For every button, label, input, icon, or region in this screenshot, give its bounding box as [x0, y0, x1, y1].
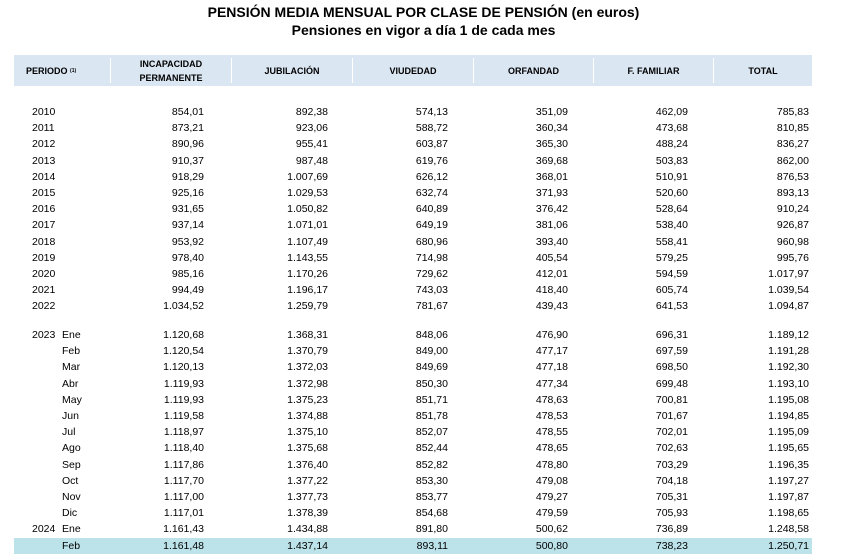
- cell-viudedad: 714,98: [415, 251, 448, 264]
- cell-month: Feb: [62, 345, 81, 358]
- cell-jubilacion: 1.196,17: [287, 284, 328, 297]
- cell-familiar: 520,60: [655, 187, 688, 199]
- cell-orfandad: 500,80: [535, 539, 568, 552]
- cell-orfandad: 478,80: [535, 458, 568, 471]
- cell-jubilacion: 1.071,01: [287, 219, 328, 232]
- cell-jubilacion: 1.143,55: [287, 251, 328, 264]
- cell-incapacidad: 873,21: [171, 122, 204, 135]
- cell-jubilacion: 1.007,69: [287, 170, 328, 183]
- cell-viudedad: 852,82: [415, 458, 448, 471]
- cell-total: 1.192,30: [768, 361, 809, 374]
- cell-viudedad: 649,19: [415, 219, 448, 232]
- col-header-viudedad: VIUDEDAD: [389, 65, 437, 76]
- cell-month: May: [62, 393, 82, 406]
- col-header-orfandad: ORFANDAD: [508, 65, 559, 76]
- col-incapacidad-line2: PERMANENTE: [139, 72, 203, 83]
- cell-viudedad: 603,87: [415, 138, 448, 151]
- cell-familiar: 703,29: [655, 458, 688, 471]
- cell-year: 2018: [32, 235, 56, 248]
- cell-orfandad: 479,08: [535, 474, 568, 487]
- table-row: [14, 201, 812, 217]
- cell-orfandad: 479,59: [535, 507, 568, 520]
- cell-incapacidad: 910,37: [171, 154, 204, 167]
- cell-jubilacion: 1.375,68: [287, 442, 328, 455]
- table-row: [14, 521, 812, 537]
- cell-familiar: 705,31: [655, 491, 688, 503]
- cell-jubilacion: 1.376,40: [287, 458, 328, 471]
- cell-orfandad: 478,65: [535, 442, 568, 455]
- cell-familiar: 528,64: [655, 203, 688, 216]
- cell-year: 2012: [32, 138, 56, 151]
- table-row: [14, 473, 812, 489]
- cell-familiar: 579,25: [655, 251, 688, 264]
- cell-jubilacion: 1.374,88: [287, 410, 328, 422]
- table-row: [14, 505, 812, 521]
- cell-familiar: 701,67: [655, 410, 688, 422]
- cell-familiar: 702,01: [655, 426, 688, 439]
- cell-viudedad: 619,76: [415, 154, 448, 167]
- cell-jubilacion: 1.170,26: [287, 268, 328, 280]
- cell-viudedad: 852,07: [415, 426, 448, 439]
- cell-month: Jul: [62, 426, 76, 439]
- cell-familiar: 594,59: [655, 268, 688, 280]
- cell-total: 1.094,87: [768, 300, 809, 313]
- table-row: [14, 408, 812, 424]
- cell-viudedad: 680,96: [415, 235, 448, 248]
- cell-year: 2010: [32, 106, 56, 118]
- cell-jubilacion: 1.375,10: [287, 426, 328, 439]
- cell-incapacidad: 1.119,58: [163, 410, 204, 422]
- cell-jubilacion: 1.107,49: [287, 235, 328, 248]
- cell-viudedad: 851,78: [415, 410, 448, 422]
- cell-incapacidad: 931,65: [171, 203, 204, 216]
- cell-incapacidad: 985,16: [171, 268, 204, 280]
- cell-orfandad: 371,93: [535, 187, 568, 199]
- cell-year: 2024: [32, 523, 56, 536]
- cell-orfandad: 376,42: [535, 203, 568, 216]
- cell-month: Ene: [62, 523, 81, 536]
- cell-familiar: 696,31: [655, 329, 688, 341]
- cell-incapacidad: 1.118,40: [163, 442, 204, 455]
- cell-total: 995,76: [776, 251, 809, 264]
- table-row: [14, 136, 812, 152]
- cell-total: 1.194,85: [768, 410, 809, 422]
- cell-month: Oct: [62, 474, 79, 487]
- table-subtitle: Pensiones en vigor a día 1 de cada mes: [291, 22, 556, 38]
- cell-month: Dic: [62, 507, 78, 520]
- cell-total: 893,13: [776, 187, 809, 199]
- cell-incapacidad: 1.120,54: [163, 345, 204, 358]
- cell-orfandad: 418,40: [535, 284, 568, 297]
- cell-jubilacion: 987,48: [295, 154, 328, 167]
- cell-incapacidad: 994,49: [171, 284, 204, 297]
- cell-year: 2015: [32, 187, 56, 199]
- cell-incapacidad: 854,01: [171, 106, 204, 118]
- table-row: [14, 217, 812, 233]
- cell-jubilacion: 1.029,53: [287, 187, 328, 199]
- cell-jubilacion: 1.372,03: [287, 361, 328, 374]
- cell-total: 1.039,54: [768, 284, 809, 297]
- cell-jubilacion: 1.259,79: [287, 300, 328, 313]
- table-row: [14, 266, 812, 282]
- cell-incapacidad: 1.117,00: [163, 491, 204, 503]
- table-row: [14, 376, 812, 392]
- cell-year: 2022: [32, 300, 56, 313]
- cell-incapacidad: 1.120,68: [163, 329, 204, 341]
- cell-viudedad: 853,30: [415, 474, 448, 487]
- cell-familiar: 462,09: [655, 106, 688, 118]
- cell-familiar: 510,91: [655, 170, 688, 183]
- cell-familiar: 488,24: [655, 138, 688, 151]
- col-header-total: TOTAL: [748, 65, 778, 76]
- table-row: [14, 120, 812, 136]
- cell-total: 1.195,65: [768, 442, 809, 455]
- cell-year: 2020: [32, 268, 56, 280]
- cell-incapacidad: 1.161,48: [163, 539, 204, 552]
- table-row: [14, 250, 812, 266]
- cell-incapacidad: 890,96: [171, 138, 204, 151]
- cell-month: Mar: [62, 361, 81, 374]
- cell-total: 862,00: [776, 154, 809, 167]
- cell-total: 910,24: [776, 203, 809, 216]
- cell-total: 1.017,97: [768, 268, 809, 280]
- cell-viudedad: 893,11: [416, 539, 448, 552]
- cell-viudedad: 588,72: [415, 122, 448, 135]
- cell-orfandad: 351,09: [535, 106, 568, 118]
- cell-total: 1.250,71: [768, 539, 809, 552]
- cell-familiar: 641,53: [655, 300, 688, 313]
- table-row: [14, 392, 812, 408]
- table-row: [14, 538, 812, 554]
- table-row: [14, 234, 812, 250]
- cell-month: Ago: [62, 442, 81, 455]
- col-header-incapacidad: [111, 55, 231, 86]
- cell-jubilacion: 923,06: [295, 122, 328, 135]
- cell-total: 836,27: [776, 138, 809, 151]
- table-row: [14, 327, 812, 343]
- col-incapacidad-line1: INCAPACIDAD: [139, 58, 203, 69]
- cell-orfandad: 412,01: [535, 268, 568, 280]
- cell-month: Jun: [62, 410, 79, 422]
- cell-viudedad: 743,03: [415, 284, 448, 297]
- cell-viudedad: 850,30: [415, 377, 448, 390]
- cell-familiar: 698,50: [655, 361, 688, 374]
- cell-orfandad: 393,40: [535, 235, 568, 248]
- cell-familiar: 697,59: [655, 345, 688, 358]
- cell-orfandad: 500,62: [535, 523, 568, 536]
- cell-year: 2011: [32, 122, 55, 135]
- cell-viudedad: 781,67: [415, 300, 448, 313]
- cell-incapacidad: 937,14: [171, 219, 204, 232]
- cell-month: Abr: [62, 377, 79, 390]
- cell-jubilacion: 1.375,23: [287, 393, 328, 406]
- cell-incapacidad: 1.120,13: [163, 361, 204, 374]
- cell-month: Sep: [62, 458, 81, 471]
- cell-familiar: 700,81: [655, 393, 688, 406]
- cell-total: 1.191,28: [768, 345, 809, 358]
- col-header-jubilacion: JUBILACIÓN: [264, 65, 320, 76]
- cell-orfandad: 477,18: [535, 361, 568, 374]
- cell-total: 926,87: [776, 219, 809, 232]
- cell-viudedad: 854,68: [415, 507, 448, 520]
- cell-orfandad: 365,30: [535, 138, 568, 151]
- cell-year: 2021: [32, 284, 56, 297]
- cell-jubilacion: 1.370,79: [287, 345, 328, 358]
- cell-total: 1.195,09: [768, 426, 809, 439]
- cell-familiar: 558,41: [655, 235, 688, 248]
- cell-viudedad: 849,00: [415, 345, 448, 358]
- cell-jubilacion: 1.434,88: [287, 523, 328, 536]
- cell-orfandad: 360,34: [535, 122, 568, 135]
- cell-familiar: 738,23: [655, 539, 688, 552]
- cell-viudedad: 891,80: [415, 523, 448, 536]
- table-row: [14, 343, 812, 359]
- cell-viudedad: 853,77: [415, 491, 448, 503]
- cell-incapacidad: 953,92: [171, 235, 204, 248]
- cell-incapacidad: 1.117,70: [163, 474, 204, 487]
- cell-incapacidad: 1.117,01: [163, 507, 204, 520]
- cell-month: Feb: [62, 539, 81, 552]
- cell-orfandad: 478,55: [535, 426, 568, 439]
- cell-incapacidad: 918,29: [171, 170, 204, 183]
- cell-orfandad: 477,17: [535, 345, 568, 358]
- table-row: [14, 185, 812, 201]
- cell-orfandad: 369,68: [535, 154, 568, 167]
- cell-total: 1.196,35: [768, 458, 809, 471]
- cell-familiar: 704,18: [655, 474, 688, 487]
- table-row: [14, 298, 812, 314]
- cell-viudedad: 626,12: [415, 170, 448, 183]
- table-header: [14, 55, 812, 86]
- cell-total: 1.189,12: [768, 329, 809, 341]
- table-row: [14, 359, 812, 375]
- cell-total: 810,85: [776, 122, 809, 135]
- cell-orfandad: 478,53: [535, 410, 568, 422]
- cell-jubilacion: 1.377,22: [287, 474, 328, 487]
- cell-year: 2023: [32, 329, 56, 341]
- cell-incapacidad: 1.117,86: [163, 458, 204, 471]
- cell-total: 876,53: [776, 170, 809, 183]
- col-periodo-note: (1): [70, 67, 77, 74]
- cell-year: 2017: [32, 219, 56, 232]
- cell-total: 1.197,87: [768, 491, 809, 503]
- cell-viudedad: 729,62: [415, 268, 448, 280]
- cell-viudedad: 640,89: [415, 203, 448, 216]
- cell-orfandad: 479,27: [535, 491, 568, 503]
- cell-year: 2016: [32, 203, 56, 216]
- cell-familiar: 699,48: [655, 377, 688, 390]
- cell-incapacidad: 978,40: [171, 251, 204, 264]
- cell-total: 1.195,08: [768, 393, 809, 406]
- cell-jubilacion: 892,38: [295, 106, 328, 118]
- cell-month: Ene: [62, 329, 81, 341]
- cell-incapacidad: 1.118,97: [163, 426, 204, 439]
- table-row: [14, 489, 812, 505]
- cell-jubilacion: 1.368,31: [287, 329, 328, 341]
- table-row: [14, 457, 812, 473]
- cell-total: 1.248,58: [768, 523, 809, 536]
- cell-total: 785,83: [776, 106, 809, 118]
- cell-total: 960,98: [776, 235, 809, 248]
- cell-year: 2014: [32, 170, 56, 183]
- cell-jubilacion: 1.437,14: [287, 539, 328, 552]
- cell-viudedad: 852,44: [415, 442, 448, 455]
- cell-jubilacion: 1.372,98: [287, 377, 328, 390]
- cell-orfandad: 476,90: [535, 329, 568, 341]
- col-header-familiar: F. FAMILIAR: [627, 65, 680, 76]
- col-periodo-label: PERIODO: [26, 65, 68, 76]
- cell-familiar: 473,68: [655, 122, 688, 135]
- cell-orfandad: 405,54: [535, 251, 568, 264]
- cell-month: Nov: [62, 491, 81, 503]
- cell-viudedad: 632,74: [415, 187, 448, 199]
- cell-total: 1.198,65: [768, 507, 809, 520]
- table-row: [14, 104, 812, 120]
- cell-viudedad: 848,06: [415, 329, 448, 341]
- cell-viudedad: 851,71: [415, 393, 448, 406]
- cell-familiar: 605,74: [655, 284, 688, 297]
- cell-incapacidad: 1.034,52: [163, 300, 204, 313]
- cell-familiar: 736,89: [655, 523, 688, 536]
- cell-orfandad: 477,34: [535, 377, 568, 390]
- cell-incapacidad: 1.119,93: [163, 393, 204, 406]
- cell-orfandad: 368,01: [535, 170, 568, 183]
- cell-incapacidad: 925,16: [171, 187, 204, 199]
- col-header-periodo: [14, 55, 110, 86]
- table-row: [14, 440, 812, 456]
- cell-incapacidad: 1.119,93: [163, 377, 204, 390]
- cell-jubilacion: 955,41: [295, 138, 328, 151]
- cell-familiar: 503,83: [655, 154, 688, 167]
- table-title: PENSIÓN MEDIA MENSUAL POR CLASE DE PENSIÓN (en euros): [207, 4, 640, 20]
- cell-jubilacion: 1.378,39: [287, 507, 328, 520]
- cell-year: 2019: [32, 251, 56, 264]
- table-row: [14, 282, 812, 298]
- cell-viudedad: 849,69: [415, 361, 448, 374]
- cell-year: 2013: [32, 154, 56, 167]
- cell-incapacidad: 1.161,43: [163, 523, 204, 536]
- table-row: [14, 153, 812, 169]
- table-row: [14, 169, 812, 185]
- cell-orfandad: 381,06: [535, 219, 568, 232]
- cell-total: 1.193,10: [768, 377, 809, 390]
- cell-orfandad: 439,43: [535, 300, 568, 313]
- cell-orfandad: 478,63: [535, 393, 568, 406]
- cell-viudedad: 574,13: [415, 106, 448, 118]
- cell-familiar: 538,40: [655, 219, 688, 232]
- cell-jubilacion: 1.377,73: [287, 491, 328, 503]
- cell-total: 1.197,27: [768, 474, 809, 487]
- cell-familiar: 702,63: [655, 442, 688, 455]
- cell-familiar: 705,93: [655, 507, 688, 520]
- cell-jubilacion: 1.050,82: [287, 203, 328, 216]
- table-row: [14, 424, 812, 440]
